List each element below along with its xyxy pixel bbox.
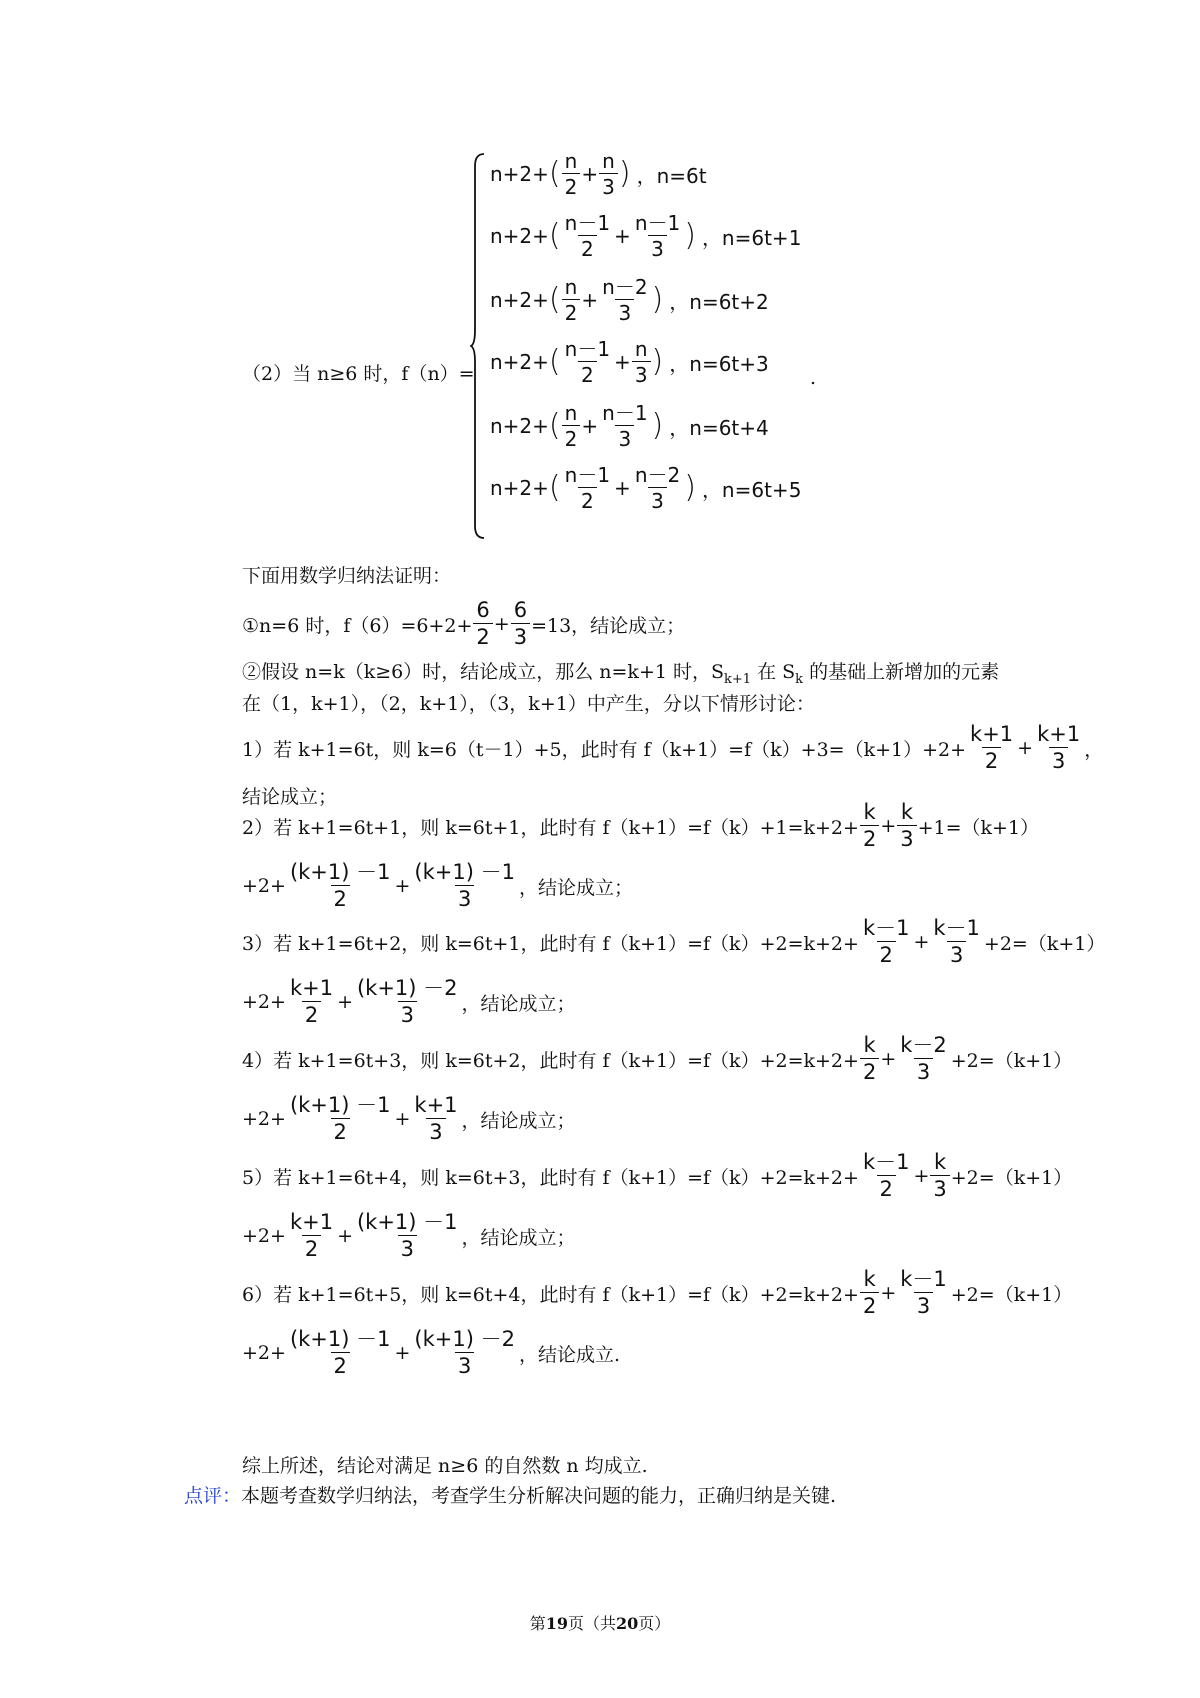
fraction: $\frac{n-2}{3}$ [634, 463, 681, 513]
fraction: $\frac{k+1}{2}$ [970, 722, 1014, 773]
c2-line1: 2）若 k+1=6t+1，则 k=6t+1，此时有 f（k+1）=f（k）+1=k+2+ $\frac{k}{2}$ + $\frac{k}{3}$ +1=（k+1） [242, 800, 1040, 851]
c5-line1: 5）若 k+1=6t+4，则 k=6t+3，此时有 f（k+1）=f（k）+2=k+2+ $\frac{k-1}{2}$ + $\frac{k}{3}$ +2=（k+1） [242, 1150, 1073, 1201]
fraction: $\frac{6}{2}$ [473, 600, 492, 648]
c4-line1: 4）若 k+1=6t+3，则 k=6t+2，此时有 f（k+1）=f（k）+2=k+2+ $\frac{k}{2}$ + $\frac{k-2}{3}$ +2=（k+1） [242, 1033, 1073, 1084]
fraction: $\frac{n}{2}$ [562, 403, 581, 449]
fraction: $\frac{(k+1) -1}{2}$ [289, 860, 391, 911]
c3-line2: +2+ $\frac{k+1}{2}$ + $\frac{(k+1) -2}{3}$ ，结论成立； [242, 976, 576, 1027]
fraction: $\frac{k}{3}$ [930, 1152, 949, 1200]
left-brace-icon [470, 152, 486, 540]
comment [184, 1484, 836, 1508]
case-row: n+2+ ( $\frac{n}{2}$ + $\frac{n-2}{3}$ ) ，n=6t+2 [490, 275, 769, 325]
proof-step2-line1: ②假设 n=k（k≥6）时，结论成立，那么 n=k+1 时，$S_{k+1}$ 在 $S_k$ 的基础上新增加的元素 [242, 661, 1000, 687]
fraction: $\frac{k+1}{2}$ [289, 976, 334, 1027]
fraction: $\frac{k+1}{2}$ [289, 1210, 334, 1261]
fraction: $\frac{(k+1) -1}{2}$ [289, 1327, 391, 1378]
fraction: $\frac{n}{2}$ [562, 151, 581, 197]
fraction: $\frac{6}{3}$ [511, 600, 530, 648]
case-row: n+2+ ( $\frac{n-1}{2}$ + $\frac{n-2}{3}$ ) ，n=6t+5 [490, 463, 802, 513]
fraction: $\frac{k-1}{3}$ [900, 1267, 947, 1318]
case-row: n+2+ ( $\frac{n-1}{2}$ + $\frac{n}{3}$ ) ，n=6t+3 [490, 337, 769, 387]
fraction: $\frac{k}{2}$ [860, 1035, 879, 1083]
fraction: $\frac{n-1}{3}$ [602, 401, 648, 451]
proof-step1: ①n=6 时，f（6）=6+2+ $\frac{6}{2}$ + $\frac{6}{3}$ =13，结论成立； [242, 598, 686, 649]
c3-line1: 3）若 k+1=6t+2，则 k=6t+1，此时有 f（k+1）=f（k）+2=k+2+ $\frac{k-1}{2}$ + $\frac{k-1}{3}$ +2=（k+1） [242, 916, 1106, 967]
fraction: $\frac{n-1}{3}$ [634, 211, 681, 261]
page-footer: 第19页（共20页） [529, 1614, 671, 1633]
c5-line2: +2+ $\frac{k+1}{2}$ + $\frac{(k+1) -1}{3}$ ，结论成立； [242, 1210, 576, 1261]
total-pages: 20 [616, 1614, 639, 1633]
fraction: $\frac{k-2}{3}$ [900, 1033, 947, 1084]
fraction: $\frac{n-1}{2}$ [564, 337, 611, 387]
fraction: $\frac{k+1}{3}$ [1037, 722, 1081, 773]
case-row: n+2+ ( $\frac{n}{2}$ + $\frac{n}{3}$ ) ，n=6t [490, 149, 707, 199]
step1-pre: ①n=6 时，f（6）=6+2+ [242, 614, 473, 637]
fraction: $\frac{(k+1) -1}{3}$ [356, 1210, 458, 1261]
fraction: $\frac{n-1}{2}$ [564, 211, 611, 261]
fraction: $\frac{n-2}{3}$ [602, 275, 648, 325]
fraction: $\frac{n}{3}$ [599, 151, 618, 197]
fraction: $\frac{k-1}{2}$ [862, 916, 910, 967]
trailing-dot: . [810, 367, 817, 389]
proof-conclusion: 综上所述，结论对满足 n≥6 的自然数 n 均成立. [242, 1455, 648, 1477]
fraction: $\frac{k}{3}$ [897, 802, 916, 850]
fraction: $\frac{k+1}{3}$ [414, 1093, 458, 1144]
fraction: $\frac{(k+1) -1}{3}$ [414, 860, 515, 911]
part2-label: （2）当 n≥6 时，f（n）= [242, 363, 475, 385]
c4-line2: +2+ $\frac{(k+1) -1}{2}$ + $\frac{k+1}{3}$ ，结论成立； [242, 1093, 576, 1144]
fraction: $\frac{(k+1) -1}{2}$ [289, 1093, 391, 1144]
case-row: n+2+ ( $\frac{n}{2}$ + $\frac{n-1}{3}$ ) ，n=6t+4 [490, 401, 769, 451]
fraction: $\frac{k-1}{2}$ [862, 1150, 910, 1201]
case-1-conclusion: 结论成立； [242, 786, 338, 808]
fraction: $\frac{(k+1) -2}{3}$ [356, 976, 458, 1027]
case-row: n+2+ ( $\frac{n-1}{2}$ + $\frac{n-1}{3}$ ) ，n=6t+1 [490, 211, 802, 261]
fraction: $\frac{k}{2}$ [860, 802, 879, 850]
fraction: $\frac{(k+1) -2}{3}$ [414, 1327, 515, 1378]
c6-line1: 6）若 k+1=6t+5，则 k=6t+4，此时有 f（k+1）=f（k）+2=k+2+ $\frac{k}{2}$ + $\frac{k-1}{3}$ +2=（k+1） [242, 1267, 1073, 1318]
fraction: $\frac{n-1}{2}$ [564, 463, 611, 513]
fraction: $\frac{n}{2}$ [562, 277, 581, 323]
proof-step2-line2: 在（1，k+1），（2，k+1），（3，k+1）中产生，分以下情形讨论： [242, 693, 815, 715]
current-page: 19 [545, 1614, 568, 1633]
comment-label: 点评： [184, 1485, 242, 1507]
c6-line2: +2+ $\frac{(k+1) -1}{2}$ + $\frac{(k+1) -2}{3}$ ，结论成立. [242, 1327, 620, 1378]
comment-text: 本题考查数学归纳法，考查学生分析解决问题的能力，正确归纳是关键. [241, 1485, 837, 1507]
fraction: $\frac{n}{3}$ [632, 339, 651, 385]
fraction: $\frac{k}{2}$ [860, 1269, 879, 1317]
fraction: $\frac{k-1}{3}$ [933, 916, 980, 967]
c2-line2: +2+ $\frac{(k+1) -1}{2}$ + $\frac{(k+1) -1}{3}$ ，结论成立； [242, 860, 633, 911]
case-1-line: 1）若 k+1=6t，则 k=6（t－1）+5，此时有 f（k+1）=f（k）+3=（k+1）+2+ $\frac{k+1}{2}$ + $\frac{k+1}{3}$ ， [242, 722, 1104, 773]
proof-intro: 下面用数学归纳法证明： [242, 565, 452, 587]
